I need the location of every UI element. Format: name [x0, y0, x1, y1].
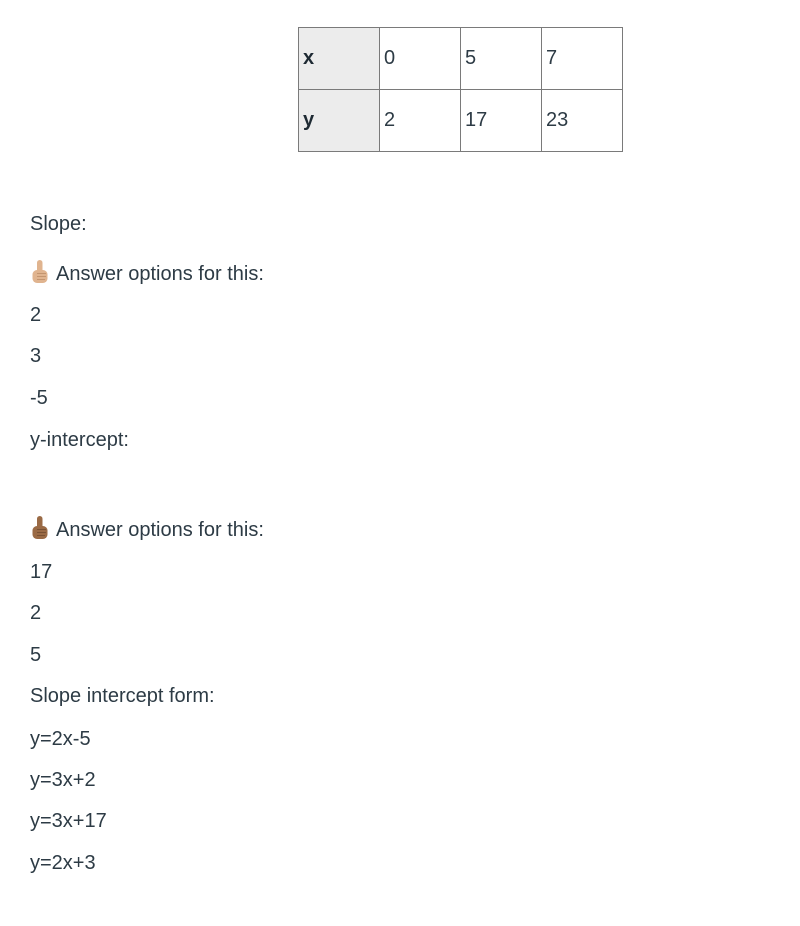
- table-row-x: [299, 28, 623, 90]
- slope-answer-prompt: [30, 259, 264, 286]
- answer-option: 5: [30, 644, 42, 666]
- answer-option: y=2x-5: [30, 728, 91, 750]
- slope-label: Slope:: [30, 213, 87, 235]
- prompt-text: Answer options for this:: [56, 263, 264, 285]
- answer-option: 2: [30, 304, 42, 326]
- answer-option: y=2x+3: [30, 852, 96, 874]
- prompt-text: Answer options for this:: [56, 519, 264, 541]
- table-cell: 2: [380, 90, 461, 152]
- xy-value-table: [298, 27, 623, 152]
- answer-option: 3: [30, 345, 42, 367]
- answer-option: y=3x+17: [30, 810, 107, 832]
- answer-option: 17: [30, 561, 53, 583]
- table-cell: 5: [461, 28, 542, 90]
- answer-option: y=3x+2: [30, 769, 96, 791]
- y-intercept-label: y-intercept:: [30, 429, 129, 451]
- answer-option: 2: [30, 602, 42, 624]
- index-pointing-up-light-skin-icon: [30, 259, 50, 285]
- table-cell: 7: [542, 28, 623, 90]
- table-row-y: [299, 90, 623, 152]
- slope-intercept-form-label: Slope intercept form:: [30, 685, 215, 707]
- answer-option: -5: [30, 387, 48, 409]
- table-header-x: x: [299, 28, 380, 90]
- y-intercept-answer-prompt: [30, 515, 264, 542]
- table-cell: 0: [380, 28, 461, 90]
- table-cell: 17: [461, 90, 542, 152]
- table-header-y: y: [299, 90, 380, 152]
- table-cell: 23: [542, 90, 623, 152]
- index-pointing-up-medium-dark-skin-icon: [30, 515, 50, 541]
